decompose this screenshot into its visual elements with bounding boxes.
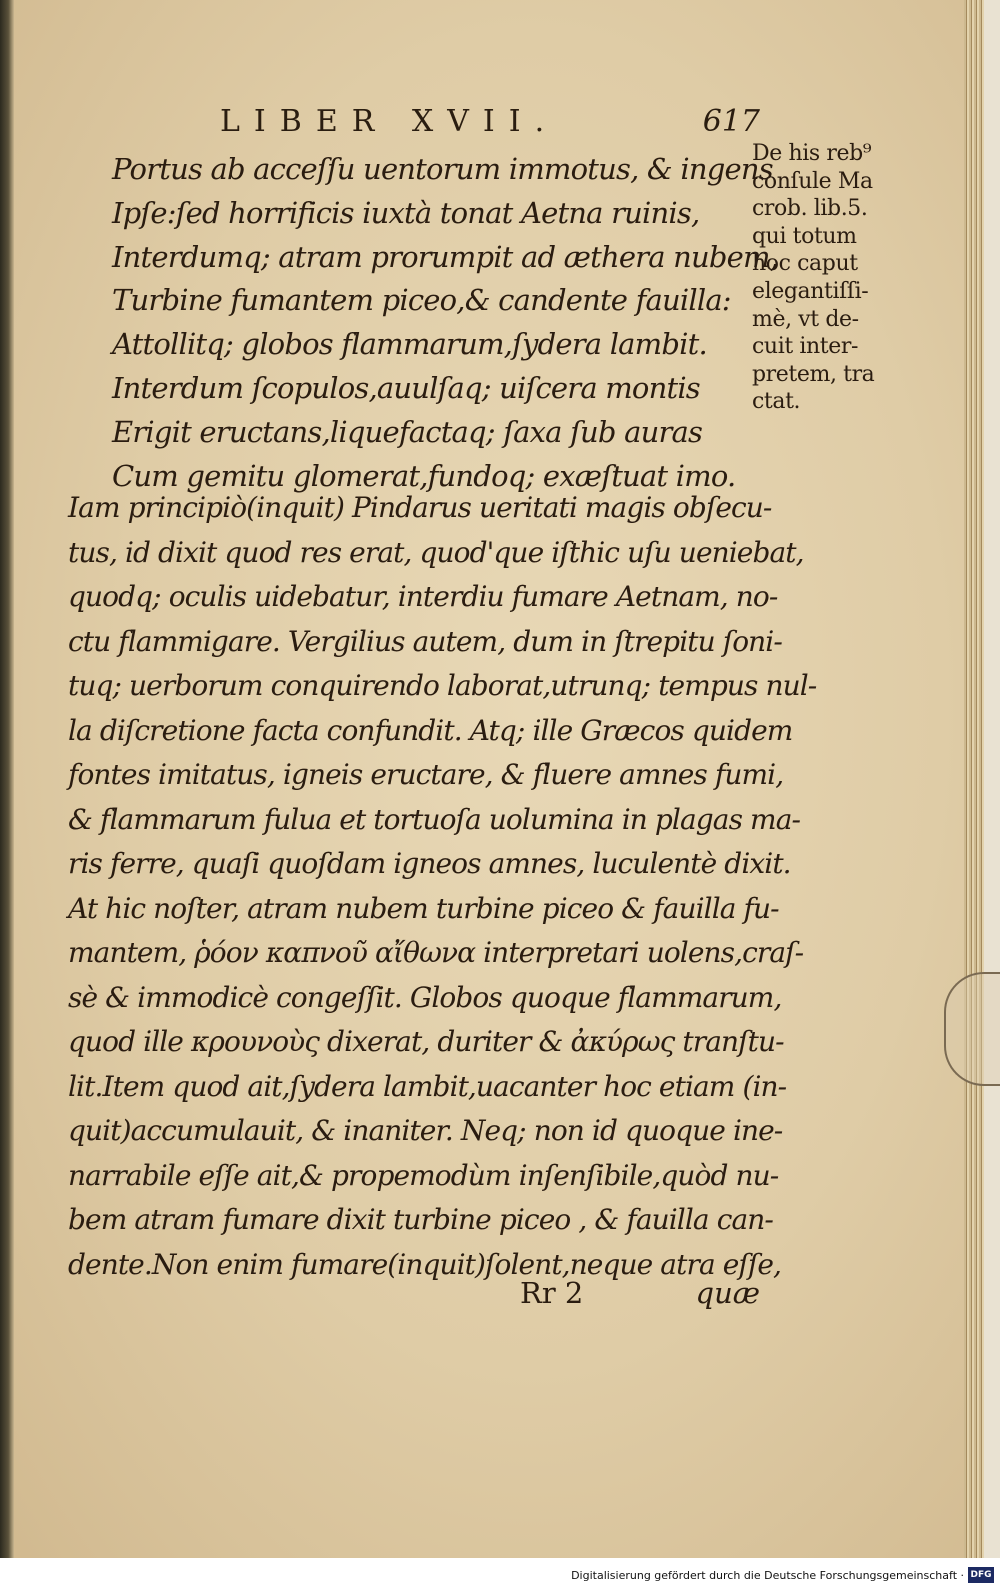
verse-line: Cum gemitu glomerat,fundoq; exæſtuat imo. (112, 458, 736, 493)
prose-line: dente.Non enim fumare(inquit)ſolent,neque atra eſſe, (68, 1247, 782, 1281)
margin-note-line: qui totum (752, 223, 857, 249)
margin-note-line: De his reb⁹ (752, 141, 872, 166)
prose-line: Iam principiò(inquit) Pindarus ueritati magis obſecu- (68, 491, 772, 524)
prose-line: & flammarum fulua et tortuoſa uolumina in plagas ma- (68, 802, 801, 836)
verse-line: Interdumq; atram prorumpit ad æthera nubem, (112, 239, 779, 274)
page-number: 617 (702, 104, 760, 139)
dfg-logo: DFG (968, 1567, 994, 1583)
prose-line: narrabile eſſe ait,& propemodùm inſenſibile,quòd nu- (68, 1158, 779, 1192)
prose-line: la diſcretione facta confundit. Atq; ille Græcos quidem (68, 713, 793, 747)
prose-block (68, 486, 817, 1287)
verse-line: Ipſe:ſed horrificis iuxtà tonat Aetna ruinis, (112, 195, 700, 230)
verse-line: Erigit eructans,liquefactaq; ſaxa ſub auras (112, 414, 703, 449)
prose-line: tuq; uerborum conquirendo laborat,utrunq; tempus nul- (68, 669, 817, 702)
page-clip (944, 972, 1000, 1086)
prose-line: mantem, ῥόον καπνοῦ αἴθωνα interpretari uolens,craſ- (68, 936, 804, 969)
margin-note-line: conſule Ma (752, 168, 873, 194)
prose-line: bem atram fumare dixit turbine piceo , & fauilla can- (68, 1203, 773, 1236)
prose-line: quod ille κρουνοὺς dixerat, duriter & ἀκύρως tranſtu- (68, 1025, 784, 1058)
running-head (220, 104, 760, 144)
prose-line: quodq; oculis uidebatur, interdiu fumare Aetnam, no- (68, 580, 778, 613)
margin-note-line: crob. lib.5. (752, 196, 868, 222)
margin-note-line: mè, vt de- (752, 306, 859, 332)
verse-line: Turbine fumantem piceo,& candente fauilla: (112, 283, 731, 318)
prose-line: fontes imitatus, igneis eructare, & fluere amnes fumi, (68, 758, 784, 791)
funding-credit: Digitalisierung gefördert durch die Deutsche Forschungsgemeinschaft · (571, 1569, 964, 1582)
verse-line: Interdum ſcopulos,auulſaq; uiſcera montis (112, 370, 700, 405)
prose-line: ris ferre, quaſi quoſdam igneos amnes, luculentè dixit. (68, 847, 791, 880)
prose-line: tus, id dixit quod res erat, quod'que iſthic uſu ueniebat, (68, 535, 804, 569)
verse-line: Attollitq; globos flammarum,ſydera lambit. (112, 327, 707, 362)
margin-note (752, 140, 922, 416)
prose-line: sè & immodicè congeſſit. Globos quoque flammarum, (68, 980, 782, 1014)
margin-note-line: hoc caput (752, 251, 858, 277)
prose-line: quit)accumulauit, & inaniter. Neq; non id quoque ine- (68, 1114, 783, 1147)
margin-note-line: pretem, tra (752, 361, 875, 387)
margin-note-line: ctat. (752, 389, 801, 415)
prose-line: At hic noſter, atram nubem turbine piceo & fauilla fu- (68, 891, 779, 925)
margin-note-line: cuit inter- (752, 334, 858, 360)
verse-line: Portus ab acceſſu uentorum immotus, & ingens (112, 152, 773, 186)
binding-gutter (0, 0, 14, 1558)
catch-line (520, 1276, 760, 1320)
page-edge (964, 0, 984, 1558)
prose-line: lit.Item quod ait,ſydera lambit,uacanter hoc etiam (in- (68, 1069, 787, 1103)
margin-note-line: elegantiſſi- (752, 278, 869, 304)
prose-line: ctu flammigare. Vergilius autem, dum in ſtrepitu ſoni- (68, 624, 782, 658)
catchword: quæ (695, 1276, 760, 1310)
running-head-title: LIBER XVII. (220, 104, 559, 139)
digitization-footer (0, 1558, 1000, 1593)
signature-mark: Rr 2 (520, 1276, 584, 1310)
